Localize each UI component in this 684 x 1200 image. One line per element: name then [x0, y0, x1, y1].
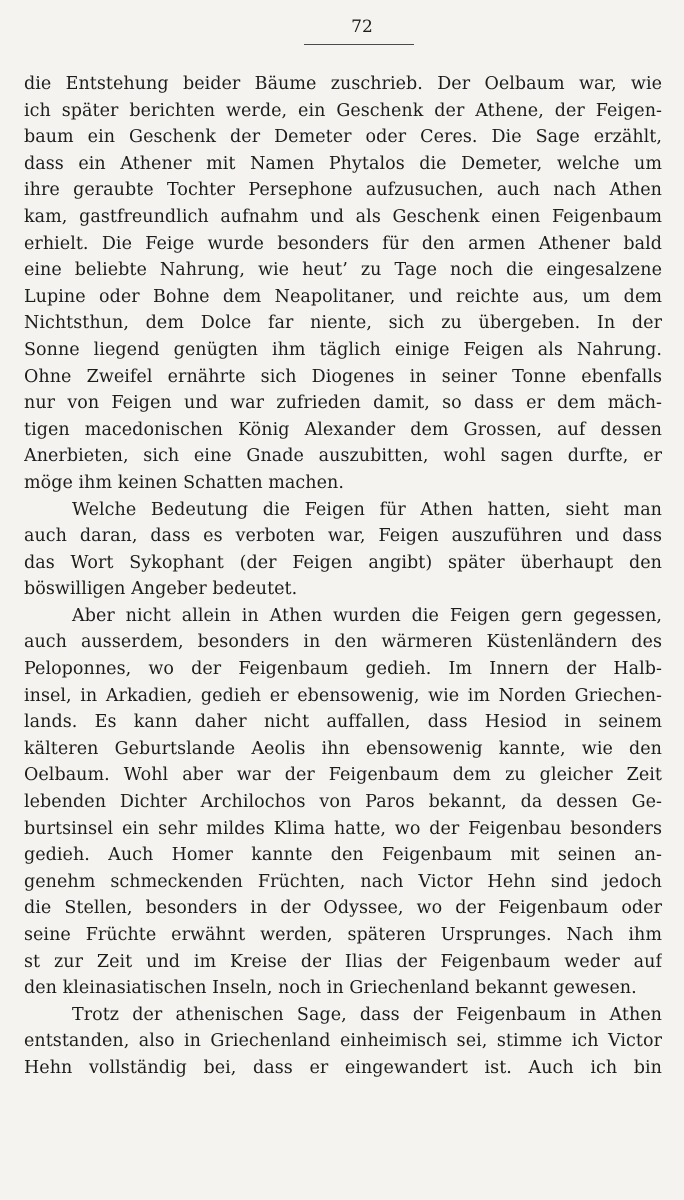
text-line: nur von Feigen und war zufrieden damit, so dass er dem mäch- [24, 393, 662, 414]
text-line: Nichtsthun, dem Dolce far niente, sich zu übergeben. In der [24, 313, 662, 334]
text-line: Lupine oder Bohne dem Neapolitaner, und reichte aus, um dem [24, 286, 662, 307]
text-line: gedieh. Auch Homer kannte den Feigenbaum mit seinen an- [24, 845, 662, 866]
text-line: Hehn vollständig bei, dass er eingewandert ist. Auch ich bin [24, 1057, 662, 1078]
text-line: burtsinsel ein sehr mildes Klima hatte, wo der Feigenbau besonders [24, 818, 662, 839]
paragraph [24, 603, 662, 1002]
text-line: Welche Bedeutung die Feigen für Athen hatten, sieht man [72, 499, 662, 520]
text-line: auch ausserdem, besonders in den wärmeren Küstenländern des [24, 632, 662, 653]
text-line: das Wort Sykophant (der Feigen angibt) später überhaupt den [24, 552, 662, 573]
text-line: böswilligen Angeber bedeutet. [24, 579, 298, 600]
text-line: eine beliebte Nahrung, wie heut’ zu Tage noch die eingesalzene [24, 260, 662, 281]
text-line: kam, gastfreundlich aufnahm und als Geschenk einen Feigenbaum [24, 206, 662, 227]
text-line: seine Früchte erwähnt werden, späteren Ursprunges. Nach ihm [24, 925, 662, 945]
text-line: die Entstehung beider Bäume zuschrieb. Der Oelbaum war, wie [24, 74, 662, 94]
text-line: Anerbieten, sich eine Gnade auszubitten, wohl sagen durfte, er [24, 446, 662, 467]
text-line: genehm schmeckenden Früchten, nach Victor Hehn sind jedoch [24, 871, 662, 892]
header-rule [304, 44, 414, 45]
text-line: Oelbaum. Wohl aber war der Feigenbaum dem zu gleicher Zeit [24, 765, 662, 786]
text-line: Trotz der athenischen Sage, dass der Feigenbaum in Athen [72, 1004, 662, 1025]
paragraph [24, 497, 662, 603]
text-line: den kleinasiatischen Inseln, noch in Griechenland bekannt gewesen. [24, 978, 637, 999]
text-line: Aber nicht allein in Athen wurden die Feigen gern gegessen, [72, 605, 662, 626]
text-line: ihre geraubte Tochter Persephone aufzusuchen, auch nach Athen [24, 180, 662, 201]
text-line: dass ein Athener mit Namen Phytalos die Demeter, welche um [24, 153, 662, 174]
paragraph [24, 71, 662, 497]
text-line: die Stellen, besonders in der Odyssee, wo der Feigenbaum oder [24, 898, 662, 919]
text-line: auch daran, dass es verboten war, Feigen auszuführen und dass [24, 526, 662, 547]
paragraph [24, 1002, 662, 1082]
text-line: baum ein Geschenk der Demeter oder Ceres. Die Sage erzählt, [24, 127, 662, 148]
text-line: lands. Es kann daher nicht auffallen, dass Hesiod in seinem [24, 712, 662, 733]
text-line: Sonne liegend genügten ihm täglich einige Feigen als Nahrung. [24, 339, 662, 360]
text-line: lebenden Dichter Archilochos von Paros bekannt, da dessen Ge- [24, 792, 662, 813]
text-line: tigen macedonischen König Alexander dem Grossen, auf dessen [24, 419, 662, 440]
text-line: möge ihm keinen Schatten machen. [24, 472, 344, 493]
text-line: erhielt. Die Feige wurde besonders für den armen Athener bald [24, 233, 662, 254]
text-line: insel, in Arkadien, gedieh er ebensowenig, wie im Norden Griechen- [24, 685, 662, 706]
text-line: kälteren Geburtslande Aeolis ihn ebensowenig kannte, wie den [24, 738, 662, 759]
text-line: Peloponnes, wo der Feigenbaum gedieh. Im Innern der Halb- [24, 659, 662, 680]
body-text [24, 71, 662, 1082]
text-line: entstanden, also in Griechenland einheimisch sei, stimme ich Victor [24, 1031, 662, 1052]
text-line: Ohne Zweifel ernährte sich Diogenes in seiner Tonne ebenfalls [24, 366, 662, 387]
text-line: st zur Zeit und im Kreise der Ilias der Feigenbaum weder auf [24, 951, 662, 972]
page-number: 72 [351, 17, 373, 37]
text-line: ich später berichten werde, ein Geschenk der Athene, der Feigen- [24, 100, 662, 121]
